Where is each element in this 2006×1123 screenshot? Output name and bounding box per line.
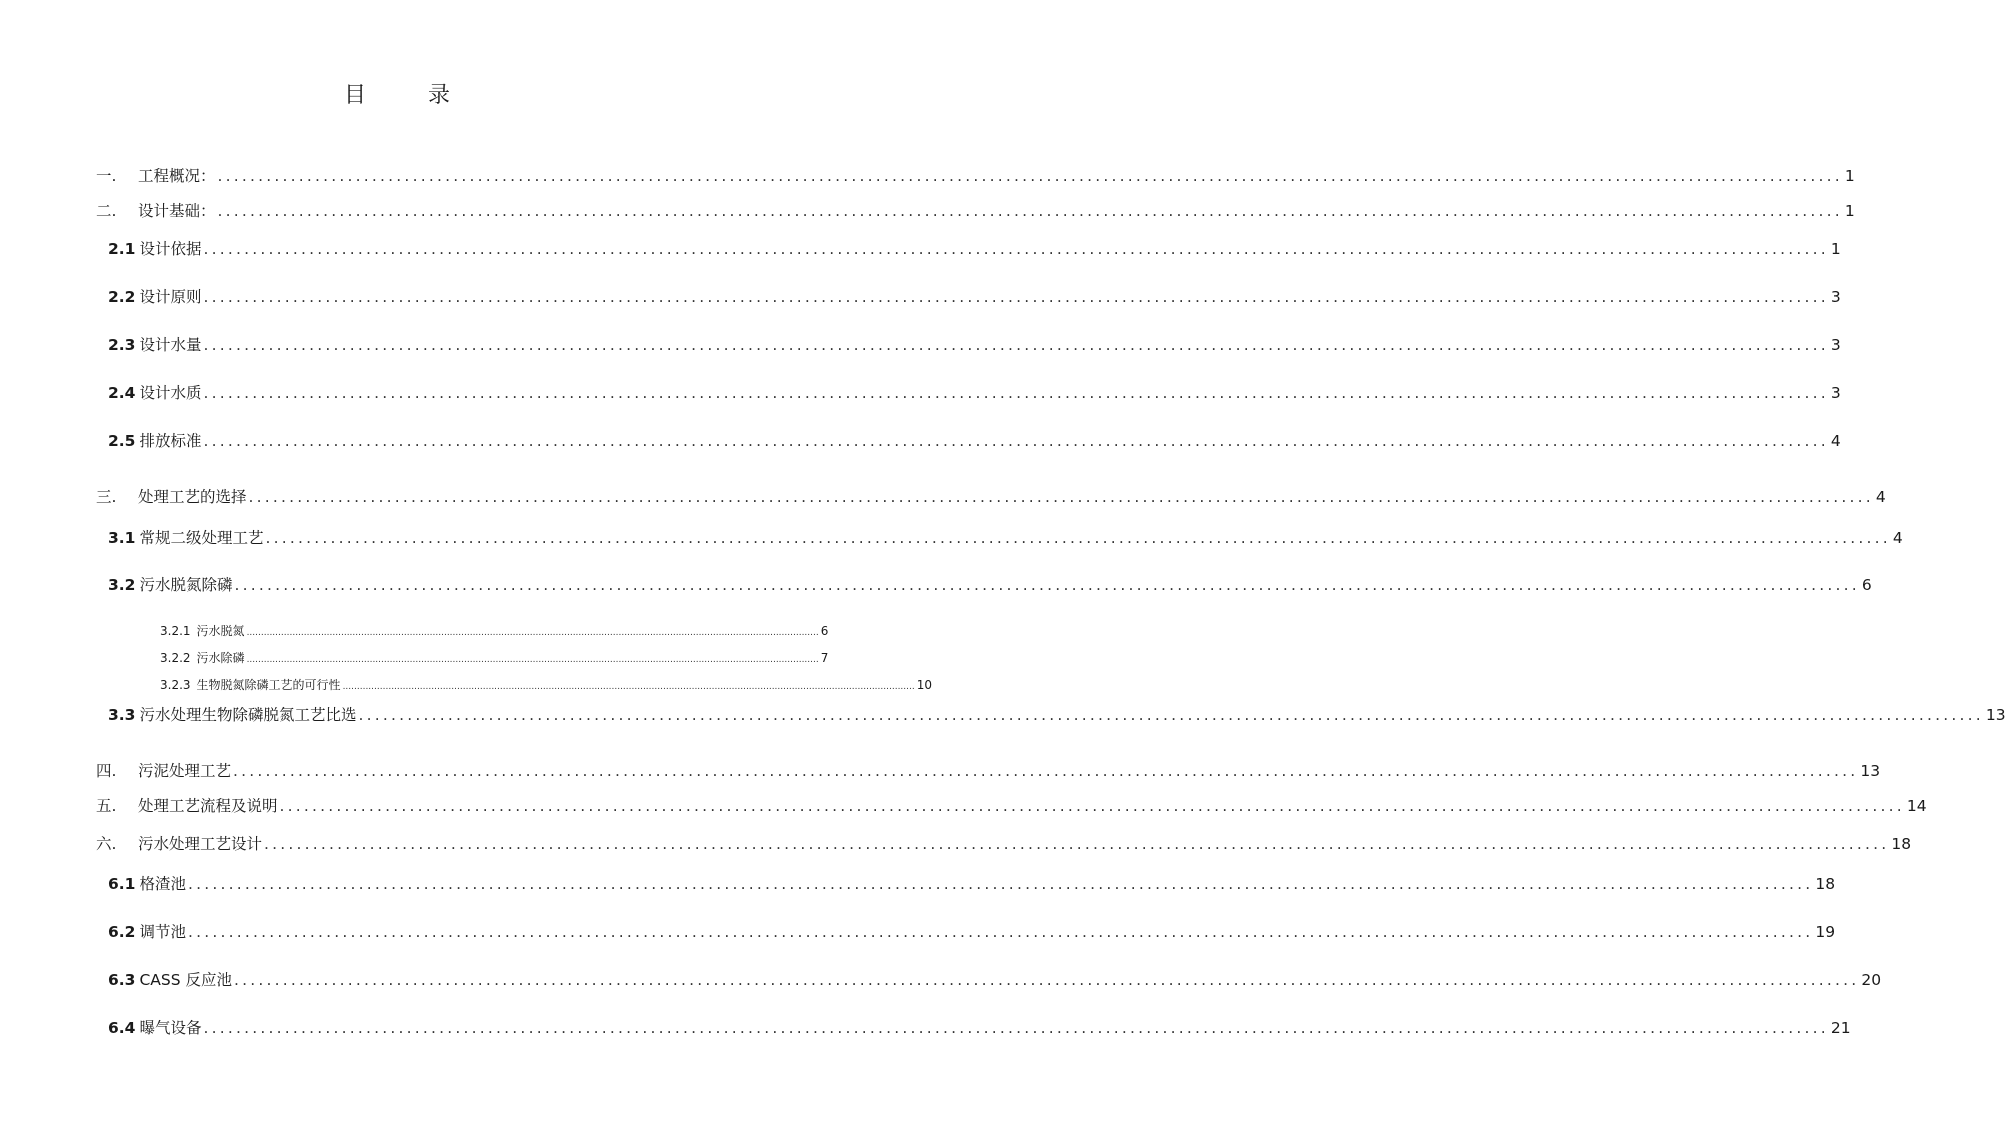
toc-entry-number: 2.1 <box>108 240 136 258</box>
toc-entry-label: 排放标准 <box>139 432 202 450</box>
toc-leader-dots: ........................................................................................................................................................................................................ <box>203 336 1829 354</box>
toc-entry-number: 2.3 <box>108 336 136 354</box>
toc-entry-number: 一. <box>96 167 117 185</box>
toc-entry[interactable] <box>96 759 1881 781</box>
toc-entry-page: 4 <box>1875 488 1886 506</box>
toc-entry-page: 20 <box>1861 971 1882 989</box>
toc-entry-label: 格渣池 <box>139 875 186 893</box>
toc-entry[interactable] <box>108 1016 1851 1038</box>
toc-leader-dots: ........................................................................................................................................................................................................ <box>203 432 1829 450</box>
toc-leader-dots: ........................................................................................................................................................................................................ <box>233 762 1859 780</box>
toc-entry-page: 1 <box>1830 240 1841 258</box>
toc-leader-dots: ........................................................................................................................................................................................................ <box>217 202 1843 220</box>
toc-entry-page: 7 <box>820 651 829 665</box>
toc-entry-page: 14 <box>1906 797 1927 815</box>
toc-entry[interactable] <box>160 649 829 666</box>
toc-entry-label: 污泥处理工艺 <box>138 762 232 780</box>
toc-entry-label: 污水脱氮 <box>196 624 245 638</box>
toc-leader-dots: ........................................................................................................................................................................................................ <box>358 706 1984 724</box>
toc-leader-dots: ........................................................................................................................................................................................................ <box>203 288 1829 306</box>
toc-entry[interactable] <box>108 968 1882 990</box>
toc-leader-dots: ........................................................................................................................................................................................................ <box>187 875 1814 893</box>
toc-entry-page: 6 <box>1861 576 1872 594</box>
toc-entry-page: 4 <box>1892 529 1903 547</box>
toc-entry[interactable] <box>96 164 1855 186</box>
toc-entry-number: 3.1 <box>108 529 136 547</box>
toc-entry-number: 3.2 <box>108 576 136 594</box>
toc-entry-number: 6.4 <box>108 1019 136 1037</box>
toc-entry-label: 处理工艺流程及说明 <box>138 797 278 815</box>
toc-entry-page: 1 <box>1844 167 1855 185</box>
toc-entry-page: 3 <box>1830 336 1841 354</box>
toc-entry-label: 设计依据 <box>139 240 202 258</box>
toc-entry-number: 3.2.1 <box>160 624 191 638</box>
toc-entry[interactable] <box>108 872 1836 894</box>
toc-entry-page: 13 <box>1985 706 2006 724</box>
toc-entry[interactable] <box>96 794 1927 816</box>
toc-entry[interactable] <box>108 285 1841 307</box>
toc-entry-number: 2.5 <box>108 432 136 450</box>
toc-title-part2: 录 <box>428 83 451 108</box>
toc-entry-number: 3.2.2 <box>160 651 191 665</box>
toc-entry-number: 六. <box>96 835 117 853</box>
toc-entry-page: 19 <box>1815 923 1836 941</box>
toc-entry-label: 污水脱氮除磷 <box>139 576 233 594</box>
toc-leader-dots: ........................................................................................................................................................................................................ <box>217 167 1843 185</box>
toc-entry-page: 4 <box>1830 432 1841 450</box>
toc-leader-dots: ........................................................................................................................................................................................................ <box>264 835 1890 853</box>
toc-entry[interactable] <box>108 429 1841 451</box>
toc-entry[interactable] <box>96 832 1912 854</box>
toc-entry-number: 二. <box>96 202 117 220</box>
toc-title-part1: 目 <box>343 83 366 108</box>
toc-entry[interactable] <box>108 703 2006 725</box>
toc-entry-page: 3 <box>1830 288 1841 306</box>
toc-entry-page: 6 <box>820 624 829 638</box>
toc-entry[interactable] <box>108 381 1841 403</box>
toc-entry-label: 曝气设备 <box>139 1019 202 1037</box>
toc-entry[interactable] <box>160 622 829 639</box>
toc-leader-dots: ........................................................................................................................................................................................................ <box>234 971 1860 989</box>
toc-entry-page: 18 <box>1891 835 1912 853</box>
toc-entry-page: 3 <box>1830 384 1841 402</box>
toc-leader-dots: ........................................................................................................................................................................................................ <box>246 655 819 665</box>
toc-entry[interactable] <box>96 199 1855 221</box>
toc-entry-number: 三. <box>96 488 117 506</box>
toc-entry-label: 设计水量 <box>139 336 202 354</box>
toc-leader-dots: ........................................................................................................................................................................................................ <box>279 797 1905 815</box>
toc-entry[interactable] <box>160 676 933 693</box>
toc-leader-dots: ........................................................................................................................................................................................................ <box>248 488 1874 506</box>
toc-entry-number: 6.3 <box>108 971 136 989</box>
toc-entry-page: 10 <box>916 678 933 692</box>
toc-entry[interactable] <box>96 485 1886 507</box>
toc-entry-label: 设计基础： <box>138 202 216 220</box>
toc-entry-label: 污水除磷 <box>196 651 245 665</box>
toc-entry[interactable] <box>108 573 1872 595</box>
toc-entry-label: CASS 反应池 <box>139 971 232 989</box>
toc-entry-number: 2.4 <box>108 384 136 402</box>
toc-leader-dots: ........................................................................................................................................................................................................ <box>342 682 915 692</box>
toc-entry-label: 污水处理工艺设计 <box>138 835 263 853</box>
toc-leader-dots: ........................................................................................................................................................................................................ <box>246 628 819 638</box>
toc-entry-page: 18 <box>1815 875 1836 893</box>
toc-leader-dots: ........................................................................................................................................................................................................ <box>234 576 1860 594</box>
toc-entry-number: 6.1 <box>108 875 136 893</box>
toc-entry-page: 1 <box>1844 202 1855 220</box>
toc-entry[interactable] <box>108 237 1841 259</box>
toc-entry[interactable] <box>108 333 1841 355</box>
toc-leader-dots: ........................................................................................................................................................................................................ <box>203 384 1829 402</box>
toc-entry-label: 设计水质 <box>139 384 202 402</box>
toc-entry-label: 调节池 <box>139 923 186 941</box>
toc-entry-number: 3.2.3 <box>160 678 191 692</box>
toc-entry-number: 3.3 <box>108 706 136 724</box>
toc-entry-label: 工程概况： <box>138 167 216 185</box>
toc-leader-dots: ........................................................................................................................................................................................................ <box>203 240 1829 258</box>
toc-entry-label: 设计原则 <box>139 288 202 306</box>
toc-leader-dots: ........................................................................................................................................................................................................ <box>265 529 1891 547</box>
toc-entry-page: 13 <box>1860 762 1881 780</box>
toc-entry-number: 五. <box>96 797 117 815</box>
toc-leader-dots: ........................................................................................................................................................................................................ <box>187 923 1814 941</box>
toc-entry-number: 2.2 <box>108 288 136 306</box>
toc-entry-label: 常规二级处理工艺 <box>139 529 264 547</box>
toc-leader-dots: ........................................................................................................................................................................................................ <box>203 1019 1829 1037</box>
toc-entry-label: 生物脱氮除磷工艺的可行性 <box>196 678 341 692</box>
toc-entry-number: 四. <box>96 762 117 780</box>
toc-entry-number: 6.2 <box>108 923 136 941</box>
toc-entry-label: 污水处理生物除磷脱氮工艺比选 <box>139 706 357 724</box>
toc-entry[interactable] <box>108 526 1903 548</box>
toc-entry-label: 处理工艺的选择 <box>138 488 247 506</box>
toc-entry-page: 21 <box>1830 1019 1851 1037</box>
toc-entry[interactable] <box>108 920 1836 942</box>
